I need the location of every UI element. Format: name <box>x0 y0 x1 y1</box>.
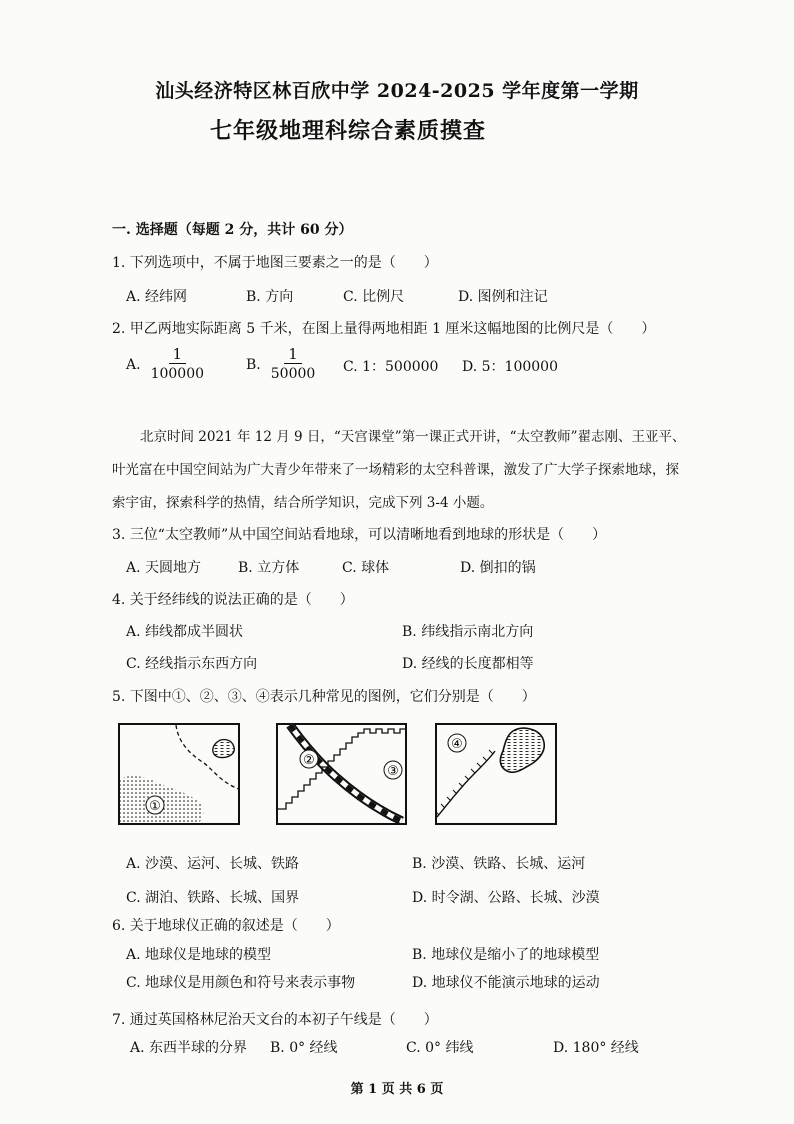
q2-option-a-denominator: 100000 <box>150 366 205 382</box>
panel-2-label: ② <box>303 753 315 768</box>
q7-option-d: D. 180° 经线 <box>553 1040 639 1056</box>
panel-2-label-3: ③ <box>387 764 399 779</box>
exam-subject-title: 七年级地理科综合素质摸查 <box>210 118 487 144</box>
q5-option-a: A. 沙漠、运河、长城、铁路 <box>126 856 300 872</box>
map-legend-panel-1 <box>118 723 240 825</box>
q1-option-a: A. 经纬网 <box>126 289 188 305</box>
q4-option-d: D. 经线的长度都相等 <box>402 656 534 672</box>
q1-option-c: C. 比例尺 <box>343 289 405 305</box>
section-heading: 一. 选择题（每题 2 分，共计 60 分） <box>112 222 353 238</box>
q2-option-c: C. 1：500000 <box>343 359 439 375</box>
panel-3-boundary-ticks <box>435 750 493 815</box>
q2-option-b-numerator: 1 <box>284 345 302 364</box>
map-legend-panel-2 <box>276 723 407 825</box>
exam-school-title: 汕头经济特区林百欣中学 2024-2025 学年度第一学期 <box>155 80 639 102</box>
reading-passage: 北京时间 2021 年 12 月 9 日，“天宫课堂”第一课正式开讲，“太空教师”翟志刚、王亚平、叶光富在中国空间站为广大青少年带来了一场精彩的太空科普课，激发了广大学子探索地球，探索宇宙，探索科学的热情，结合所学知识，完成下列 3-4 小题。 <box>112 429 686 511</box>
q6-option-c: C. 地球仪是用颜色和符号来表示事物 <box>126 975 356 991</box>
q6-option-a: A. 地球仪是地球的模型 <box>126 947 272 963</box>
q2-option-d: D. 5：100000 <box>462 359 558 375</box>
map-legend-panel-3 <box>435 723 557 825</box>
q2-option-a <box>126 345 208 384</box>
q3-option-b: B. 立方体 <box>238 560 300 576</box>
q5-option-b: B. 沙漠、铁路、长城、运河 <box>412 856 586 872</box>
panel-1-lake <box>213 740 234 758</box>
question-1-stem: 1. 下列选项中，不属于地图三要素之一的是（ ） <box>112 255 438 271</box>
page-number-footer: 第 1 页 共 6 页 <box>350 1082 444 1097</box>
q2-option-b-fraction <box>267 345 320 384</box>
q1-option-d: D. 图例和注记 <box>458 289 548 305</box>
q3-option-c: C. 球体 <box>342 560 390 576</box>
q2-option-a-prefix: A. <box>126 356 141 373</box>
q2-option-b <box>246 345 319 384</box>
question-5-stem: 5. 下图中①、②、③、④表示几种常见的图例，它们分别是（ ） <box>112 689 536 705</box>
q2-option-a-fraction <box>147 345 208 384</box>
q4-option-a: A. 纬线都成半圆状 <box>126 624 244 640</box>
q2-option-a-numerator: 1 <box>169 345 187 364</box>
q5-option-c: C. 湖泊、铁路、长城、国界 <box>126 890 300 906</box>
panel-3-lake <box>500 728 544 772</box>
question-6-stem: 6. 关于地球仪正确的叙述是（ ） <box>112 918 340 934</box>
q3-option-a: A. 天圆地方 <box>126 560 202 576</box>
q5-option-d: D. 时令湖、公路、长城、沙漠 <box>412 890 600 906</box>
question-4-stem: 4. 关于经纬线的说法正确的是（ ） <box>112 592 354 608</box>
q3-option-d: D. 倒扣的锅 <box>460 560 536 576</box>
q6-option-d: D. 地球仪不能演示地球的运动 <box>412 975 600 991</box>
q7-option-a: A. 东西半球的分界 <box>130 1040 248 1056</box>
panel-3-label: ④ <box>451 737 463 752</box>
question-3-stem: 3. 三位“太空教师”从中国空间站看地球，可以清晰地看到地球的形状是（ ） <box>112 527 607 543</box>
q7-option-b: B. 0° 经线 <box>270 1040 338 1056</box>
panel-1-dashed-boundary <box>176 725 239 789</box>
question-2-stem: 2. 甲乙两地实际距离 5 千米，在图上量得两地相距 1 厘米这幅地图的比例尺是（ ） <box>112 321 656 337</box>
question-7-stem: 7. 通过英国格林尼治天文台的本初子午线是（ ） <box>112 1012 438 1028</box>
panel-1-label: ① <box>149 799 161 814</box>
q1-option-b: B. 方向 <box>246 289 294 305</box>
q4-option-c: C. 经线指示东西方向 <box>126 656 258 672</box>
q2-option-b-denominator: 50000 <box>270 366 316 382</box>
q4-option-b: B. 纬线指示南北方向 <box>402 624 534 640</box>
q7-option-c: C. 0° 纬线 <box>406 1040 474 1056</box>
q2-option-b-prefix: B. <box>246 356 261 373</box>
q6-option-b: B. 地球仪是缩小了的地球模型 <box>412 947 600 963</box>
